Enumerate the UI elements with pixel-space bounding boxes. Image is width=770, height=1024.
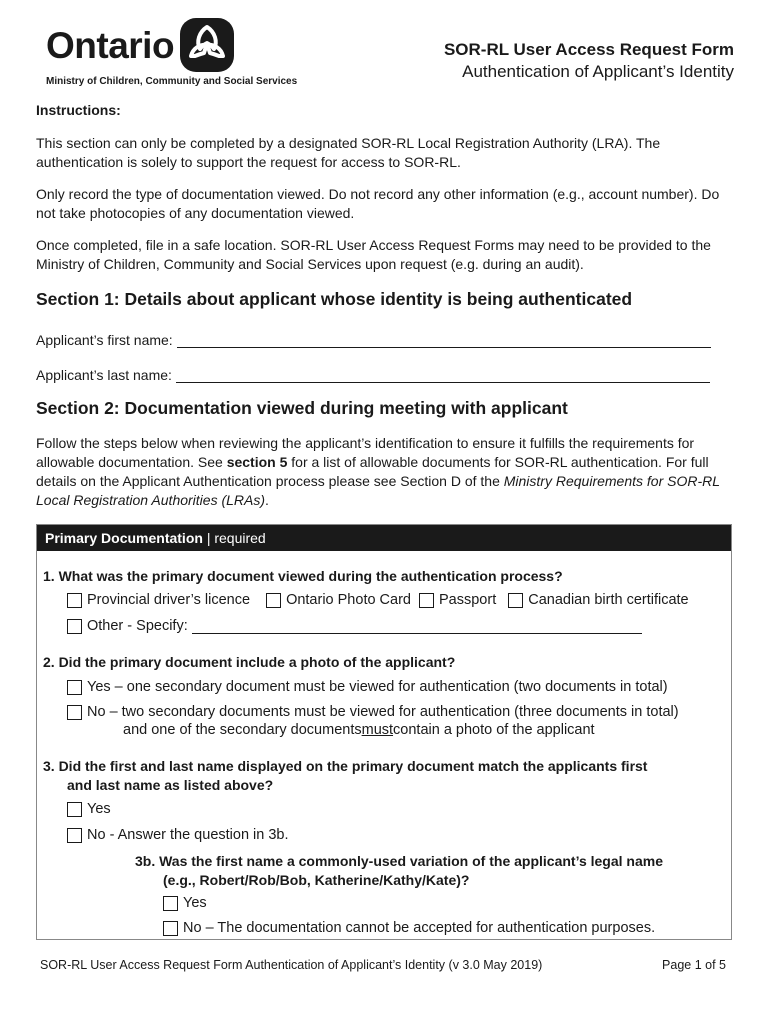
q3-yes-label: Yes xyxy=(87,801,111,817)
question-3b-line-2: (e.g., Robert/Rob/Bob, Katherine/Kathy/Kate)? xyxy=(163,872,470,888)
q1-option-birth-certificate-label: Canadian birth certificate xyxy=(528,592,689,608)
q2-no-text-1: and one of the secondary documents xyxy=(123,722,362,738)
q1-other-specify-line[interactable] xyxy=(192,619,642,634)
primary-documentation-header xyxy=(37,525,731,551)
q2-yes-label: Yes – one secondary document must be viewed for authentication (two documents in total) xyxy=(87,679,668,695)
q3b-yes-label: Yes xyxy=(183,895,207,911)
instructions-paragraph-3: Once completed, file in a safe location. SOR-RL User Access Request Forms may need to be provided to the Ministry of Children, Community and Social Services upon request (e.g. during an audit). xyxy=(36,237,711,272)
primary-header-label: Primary Documentation xyxy=(45,530,203,546)
q2-no-must: must xyxy=(361,722,394,738)
q1-option-other-checkbox[interactable] xyxy=(67,619,82,634)
form-title: SOR-RL User Access Request Form xyxy=(443,40,734,59)
primary-header-required: | required xyxy=(202,530,266,546)
primary-documentation-box xyxy=(36,524,732,940)
q3b-no-row xyxy=(163,920,655,936)
q1-other-row xyxy=(67,618,642,634)
q1-option-other-label: Other - Specify: xyxy=(87,618,188,634)
q2-no-continuation xyxy=(123,722,595,738)
intro-text-a: Follow the steps below when reviewing the applicant’s identification to ensure it fulfills the requirements for allowable documentation. See xyxy=(36,435,695,470)
trillium-icon xyxy=(180,18,234,72)
q3b-yes-row xyxy=(163,895,207,911)
q1-option-birth-certificate-checkbox[interactable] xyxy=(508,593,523,608)
instructions-paragraph-2: Only record the type of documentation viewed. Do not record any other information (e.g., account number). Do not take photocopies of any documentation viewed. xyxy=(36,186,720,221)
q3-yes-row xyxy=(67,801,111,817)
intro-text-b: for a list of allowable documents for SOR-RL authentication. For full details on the Applicant Authentication process please see Section D of the xyxy=(36,454,709,489)
intro-text-end: . xyxy=(265,492,269,508)
question-3-line-2: and last name as listed above? xyxy=(67,777,274,793)
q2-no-row xyxy=(67,704,679,720)
last-name-field xyxy=(36,367,710,383)
ontario-logo xyxy=(46,18,234,72)
instructions-paragraph-1: This section can only be completed by a designated SOR-RL Local Registration Authority (LRA). The authentication is solely to support the request for access to SOR-RL. xyxy=(36,135,661,170)
logo-wordmark: Ontario xyxy=(46,24,175,66)
intro-ministry-ref: Ministry Requirements for SOR-RL Local Registration Authorities (LRAs) xyxy=(36,473,720,508)
last-name-label: Applicant’s last name: xyxy=(36,367,172,383)
q3-yes-checkbox[interactable] xyxy=(67,802,82,817)
ministry-name: Ministry of Children, Community and Social Services xyxy=(46,76,298,87)
intro-section-ref: section 5 xyxy=(226,454,288,470)
q2-yes-checkbox[interactable] xyxy=(67,680,82,695)
q3-no-checkbox[interactable] xyxy=(67,828,82,843)
question-1: 1. What was the primary document viewed during the authentication process? xyxy=(43,568,563,584)
q3-no-label: No - Answer the question in 3b. xyxy=(87,827,289,843)
q1-option-passport-label: Passport xyxy=(439,592,497,608)
first-name-field xyxy=(36,332,711,348)
first-name-label: Applicant’s first name: xyxy=(36,332,173,348)
q1-option-drivers-licence-label: Provincial driver’s licence xyxy=(87,592,251,608)
q2-yes-row xyxy=(67,679,668,695)
q3b-yes-checkbox[interactable] xyxy=(163,896,178,911)
last-name-input-line[interactable] xyxy=(176,368,710,383)
q2-no-label: No – two secondary documents must be viewed for authentication (three documents in total) xyxy=(87,704,679,720)
q2-no-checkbox[interactable] xyxy=(67,705,82,720)
question-3: 3. Did the first and last name displayed on the primary document match the applicants first xyxy=(43,758,648,774)
footer-page-number: Page 1 of 5 xyxy=(662,958,726,972)
section-2-intro xyxy=(36,434,736,510)
question-2: 2. Did the primary document include a photo of the applicant? xyxy=(43,654,456,670)
q1-option-passport-checkbox[interactable] xyxy=(419,593,434,608)
q3b-no-checkbox[interactable] xyxy=(163,921,178,936)
section-2-heading: Section 2: Documentation viewed during meeting with applicant xyxy=(36,398,568,418)
footer-form-version: SOR-RL User Access Request Form Authentication of Applicant’s Identity (v 3.0 May 2019) xyxy=(40,958,543,972)
form-title-block xyxy=(444,40,734,82)
section-1-heading: Section 1: Details about applicant whose identity is being authenticated xyxy=(36,289,633,309)
q1-option-photo-card-checkbox[interactable] xyxy=(266,593,281,608)
first-name-input-line[interactable] xyxy=(177,333,711,348)
q1-option-drivers-licence-checkbox[interactable] xyxy=(67,593,82,608)
q2-no-text-2: contain a photo of the applicant xyxy=(393,722,595,738)
q3-no-row xyxy=(67,827,289,843)
instructions-heading: Instructions: xyxy=(36,102,121,118)
q1-options-row xyxy=(67,592,689,608)
q3b-no-label: No – The documentation cannot be accepted for authentication purposes. xyxy=(183,920,656,936)
form-subtitle: Authentication of Applicant’s Identity xyxy=(462,62,734,81)
q1-option-photo-card-label: Ontario Photo Card xyxy=(286,592,411,608)
question-3b: 3b. Was the first name a commonly-used variation of the applicant’s legal name xyxy=(135,853,663,869)
